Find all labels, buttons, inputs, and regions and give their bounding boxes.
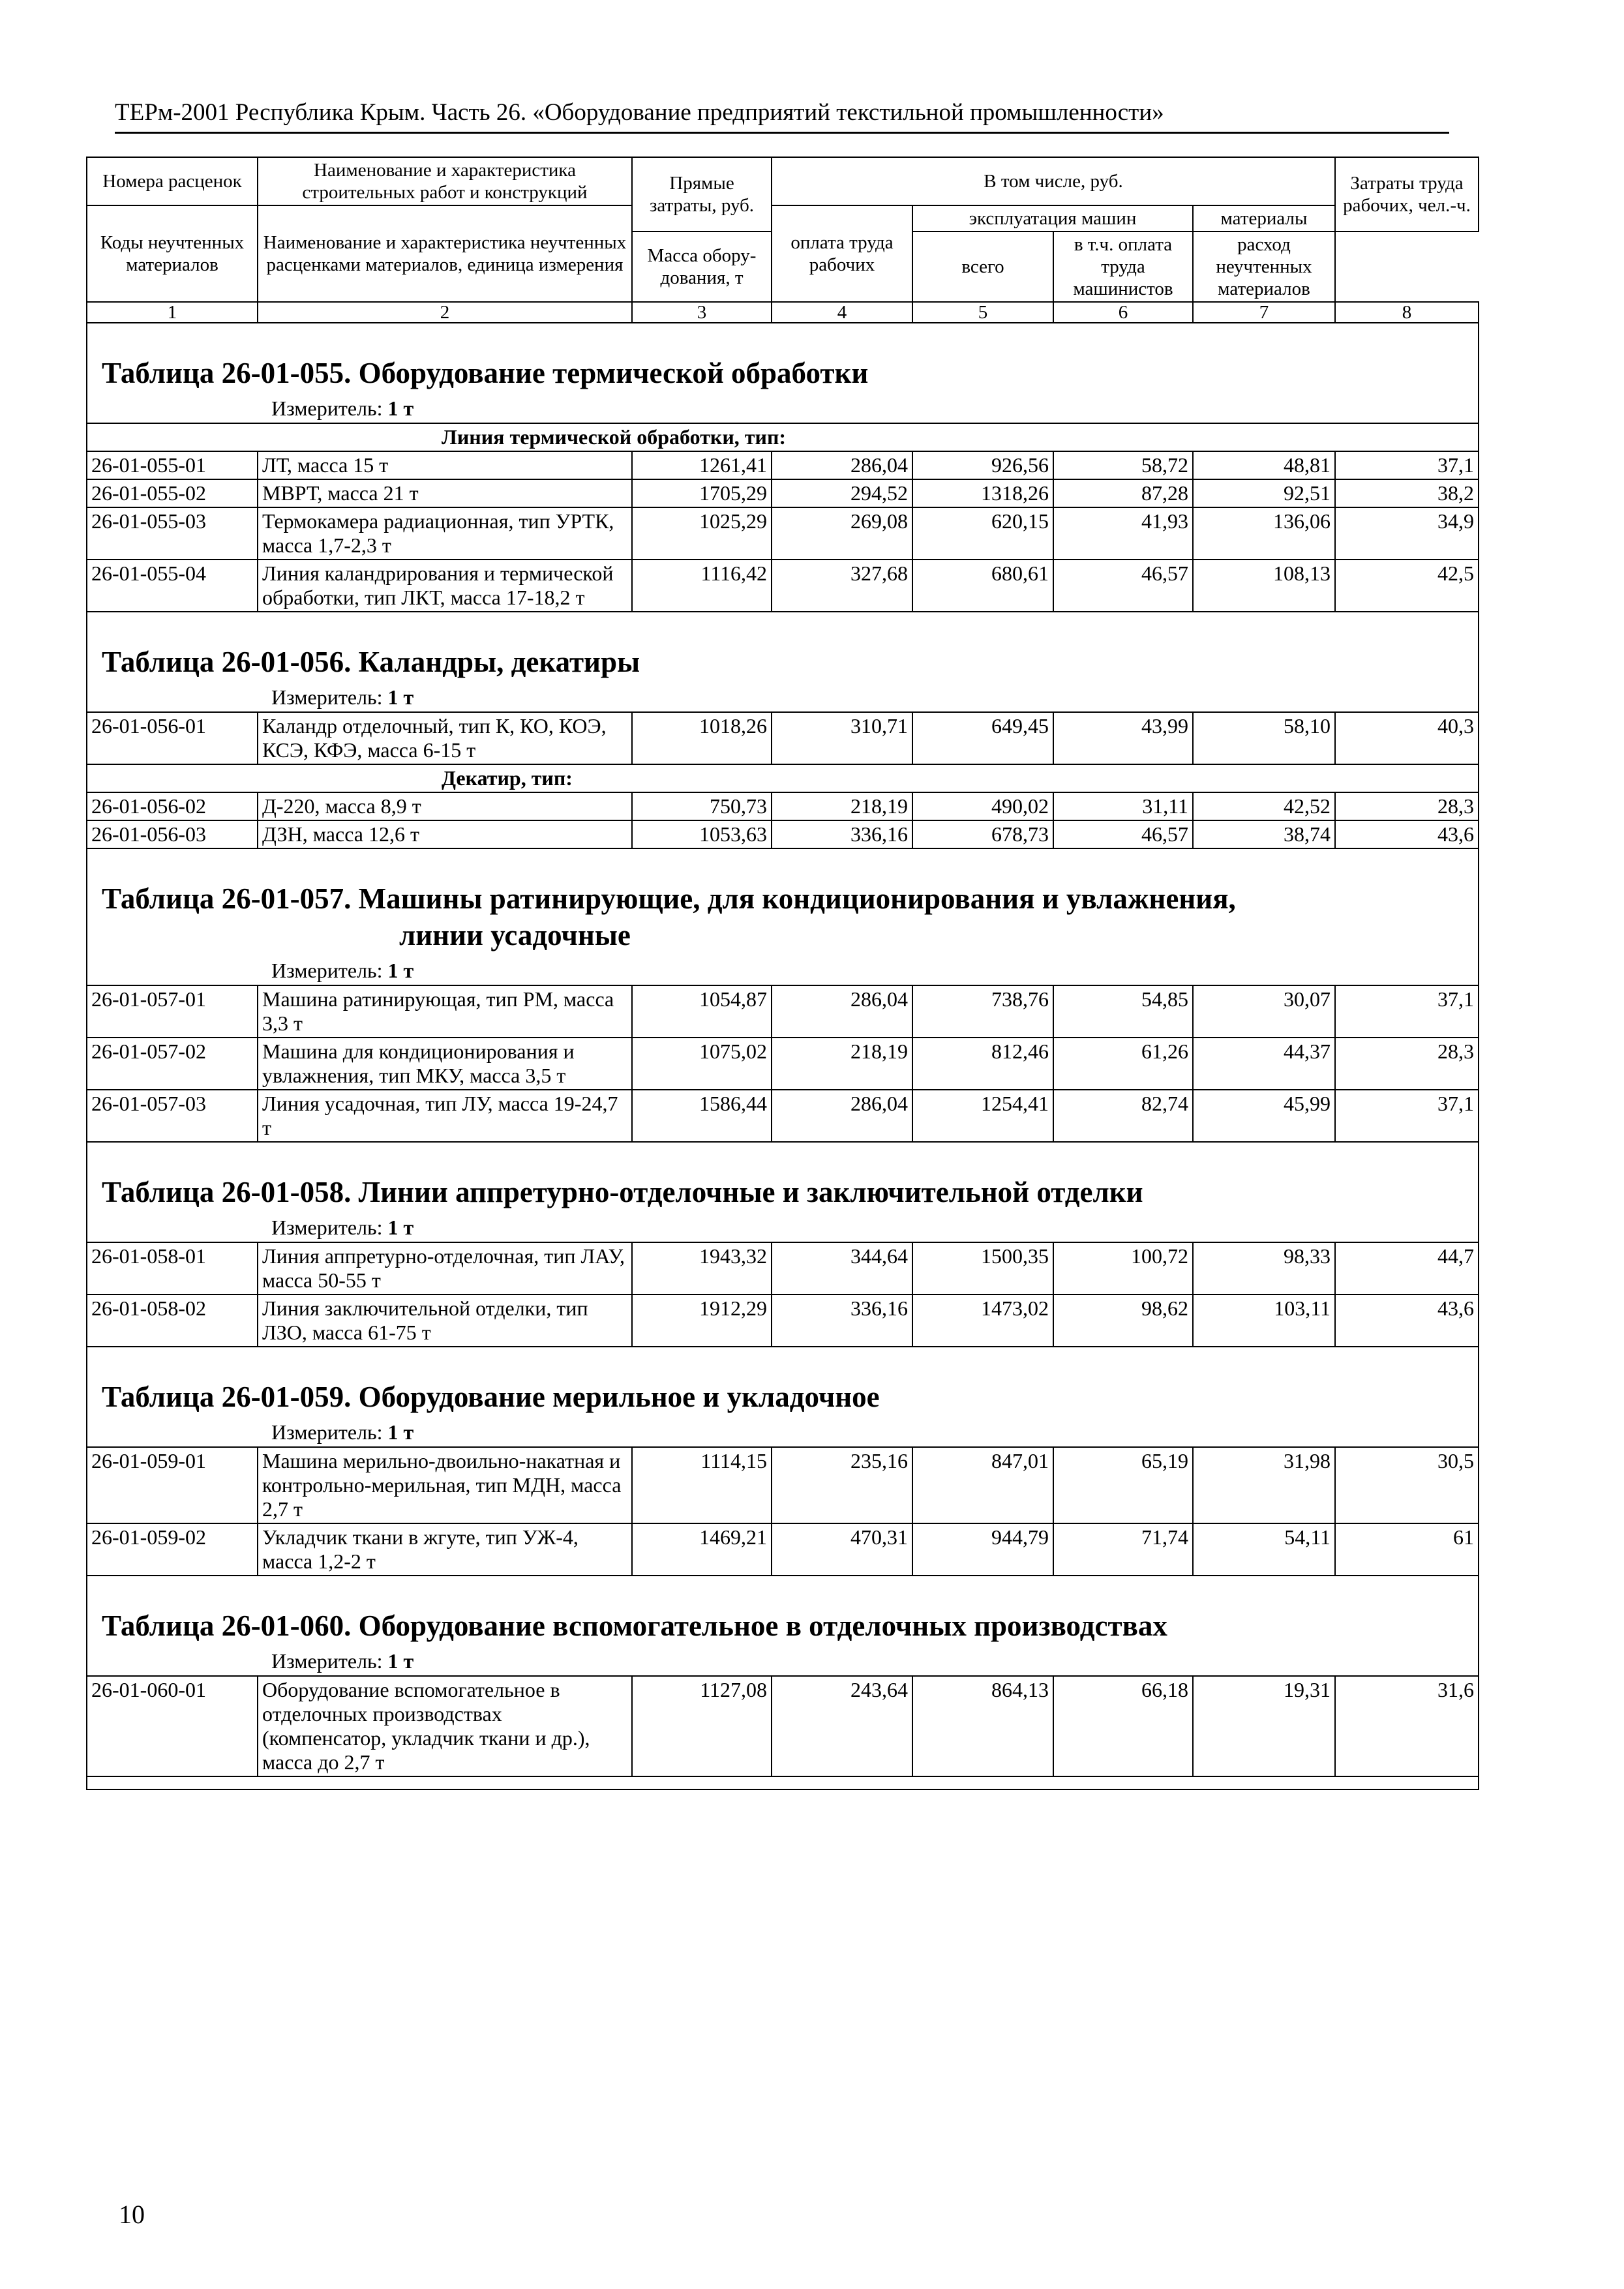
meter-label: Измеритель: xyxy=(271,1649,383,1673)
labor-costs: 43,6 xyxy=(1335,820,1479,848)
rate-code: 26-01-059-02 xyxy=(87,1523,258,1576)
rate-code: 26-01-055-01 xyxy=(87,451,258,479)
worker-wage: 286,04 xyxy=(772,1090,912,1142)
worker-wage: 336,16 xyxy=(772,1294,912,1347)
section-header xyxy=(87,612,1479,712)
table-header xyxy=(87,157,1479,323)
section-meter xyxy=(87,680,1478,711)
table-row xyxy=(87,560,1479,612)
direct-costs: 1054,87 xyxy=(632,985,772,1038)
section-header-cell xyxy=(87,1347,1479,1447)
section-header xyxy=(87,1142,1479,1242)
section-title xyxy=(87,1143,1478,1210)
header-work-name: Наименование и характеристика строительных работ и конструкций xyxy=(258,157,632,205)
section-title-text: Таблица 26-01-060. Оборудование вспомогательное в отделочных производствах xyxy=(102,1609,1167,1642)
section-meter xyxy=(87,391,1478,423)
machine-total: 680,61 xyxy=(912,560,1053,612)
materials: 48,81 xyxy=(1193,451,1335,479)
labor-costs: 28,3 xyxy=(1335,1038,1479,1090)
table-row xyxy=(87,507,1479,560)
rate-code: 26-01-055-02 xyxy=(87,479,258,507)
direct-costs: 1116,42 xyxy=(632,560,772,612)
materials: 45,99 xyxy=(1193,1090,1335,1142)
table-row xyxy=(87,1294,1479,1347)
section-header xyxy=(87,1576,1479,1676)
direct-costs: 1943,32 xyxy=(632,1242,772,1294)
section-title-text: Таблица 26-01-058. Линии аппретурно-отделочные и заключительной отделки xyxy=(102,1176,1143,1208)
col-number: 3 xyxy=(632,302,772,323)
materials: 58,10 xyxy=(1193,712,1335,764)
header-materials: материалы xyxy=(1193,205,1335,232)
header-unaccounted-materials: расход неучтенных материалов xyxy=(1193,232,1335,302)
materials: 42,52 xyxy=(1193,792,1335,820)
meter-label: Измеритель: xyxy=(271,685,383,709)
labor-costs: 37,1 xyxy=(1335,985,1479,1038)
section-title-text: Таблица 26-01-059. Оборудование мерильное и укладочное xyxy=(102,1381,880,1413)
header-material-codes: Коды неучтенных материалов xyxy=(87,205,258,302)
header-rate-numbers: Номера расценок xyxy=(87,157,258,205)
table-bottom xyxy=(87,1776,1479,1789)
worker-wage: 294,52 xyxy=(772,479,912,507)
operator-wage: 54,85 xyxy=(1053,985,1193,1038)
direct-costs: 1018,26 xyxy=(632,712,772,764)
direct-costs: 1053,63 xyxy=(632,820,772,848)
section-title-continuation: линии усадочные xyxy=(399,919,631,951)
work-name: Линия усадочная, тип ЛУ, масса 19-24,7 т xyxy=(258,1090,632,1142)
direct-costs: 1705,29 xyxy=(632,479,772,507)
worker-wage: 344,64 xyxy=(772,1242,912,1294)
table-row xyxy=(87,1523,1479,1576)
group-label: Линия термической обработки, тип: xyxy=(258,423,1479,451)
direct-costs: 750,73 xyxy=(632,792,772,820)
machine-total: 926,56 xyxy=(912,451,1053,479)
operator-wage: 100,72 xyxy=(1053,1242,1193,1294)
work-name: Укладчик ткани в жгуте, тип УЖ-4, масса 1,2-2 т xyxy=(258,1523,632,1576)
section-meter xyxy=(87,953,1478,985)
section-title xyxy=(87,612,1478,680)
header-including: В том числе, руб. xyxy=(772,157,1335,205)
rate-code: 26-01-060-01 xyxy=(87,1676,258,1776)
labor-costs: 37,1 xyxy=(1335,451,1479,479)
section-header-cell xyxy=(87,612,1479,712)
direct-costs: 1586,44 xyxy=(632,1090,772,1142)
direct-costs: 1261,41 xyxy=(632,451,772,479)
work-name: Линия аппретурно-отделочная, тип ЛАУ, масса 50-55 т xyxy=(258,1242,632,1294)
operator-wage: 98,62 xyxy=(1053,1294,1193,1347)
direct-costs: 1912,29 xyxy=(632,1294,772,1347)
labor-costs: 42,5 xyxy=(1335,560,1479,612)
work-name: Машина мерильно-двоильно-накатная и контрольно-мерильная, тип МДН, масса 2,7 т xyxy=(258,1447,632,1523)
worker-wage: 269,08 xyxy=(772,507,912,560)
table-body xyxy=(87,323,1479,1789)
col-number: 2 xyxy=(258,302,632,323)
worker-wage: 310,71 xyxy=(772,712,912,764)
header-material-name: Наименование и характеристика неучтенных расценками материалов, единица измерения xyxy=(258,205,632,302)
worker-wage: 218,19 xyxy=(772,1038,912,1090)
header-labor-costs: Затраты труда рабочих, чел.-ч. xyxy=(1335,157,1479,232)
section-title xyxy=(87,1347,1478,1415)
operator-wage: 46,57 xyxy=(1053,560,1193,612)
group-spacer xyxy=(87,423,258,451)
materials: 98,33 xyxy=(1193,1242,1335,1294)
work-name: Термокамера радиационная, тип УРТК, масса 1,7-2,3 т xyxy=(258,507,632,560)
rate-code: 26-01-056-03 xyxy=(87,820,258,848)
rate-code: 26-01-059-01 xyxy=(87,1447,258,1523)
work-name: ЛТ, масса 15 т xyxy=(258,451,632,479)
direct-costs: 1075,02 xyxy=(632,1038,772,1090)
section-meter xyxy=(87,1210,1478,1242)
materials: 54,11 xyxy=(1193,1523,1335,1576)
rate-code: 26-01-057-03 xyxy=(87,1090,258,1142)
section-meter xyxy=(87,1644,1478,1675)
col-number: 6 xyxy=(1053,302,1193,323)
section-title xyxy=(87,323,1478,391)
machine-total: 847,01 xyxy=(912,1447,1053,1523)
operator-wage: 71,74 xyxy=(1053,1523,1193,1576)
table-row xyxy=(87,820,1479,848)
operator-wage: 66,18 xyxy=(1053,1676,1193,1776)
meter-value: 1 т xyxy=(387,685,414,709)
direct-costs: 1114,15 xyxy=(632,1447,772,1523)
group-label: Декатир, тип: xyxy=(258,764,1479,792)
operator-wage: 65,19 xyxy=(1053,1447,1193,1523)
labor-costs: 44,7 xyxy=(1335,1242,1479,1294)
operator-wage: 46,57 xyxy=(1053,820,1193,848)
col-number: 7 xyxy=(1193,302,1335,323)
col-number: 8 xyxy=(1335,302,1479,323)
col-number: 4 xyxy=(772,302,912,323)
labor-costs: 61 xyxy=(1335,1523,1479,1576)
materials: 44,37 xyxy=(1193,1038,1335,1090)
section-header xyxy=(87,323,1479,423)
machine-total: 678,73 xyxy=(912,820,1053,848)
section-title-text: Таблица 26-01-057. Машины ратинирующие, для кондиционирования и увлажнения, xyxy=(102,882,1236,915)
meter-label: Измеритель: xyxy=(271,959,383,982)
worker-wage: 243,64 xyxy=(772,1676,912,1776)
section-title xyxy=(87,1576,1478,1644)
operator-wage: 82,74 xyxy=(1053,1090,1193,1142)
meter-value: 1 т xyxy=(387,959,414,982)
operator-wage: 41,93 xyxy=(1053,507,1193,560)
direct-costs: 1469,21 xyxy=(632,1523,772,1576)
worker-wage: 235,16 xyxy=(772,1447,912,1523)
table-row xyxy=(87,1676,1479,1776)
page-number: 10 xyxy=(119,2200,145,2229)
operator-wage: 43,99 xyxy=(1053,712,1193,764)
rate-code: 26-01-055-04 xyxy=(87,560,258,612)
worker-wage: 470,31 xyxy=(772,1523,912,1576)
group-spacer xyxy=(87,764,258,792)
meter-value: 1 т xyxy=(387,1420,414,1444)
work-name: Машина для кондиционирования и увлажнения, тип МКУ, масса 3,5 т xyxy=(258,1038,632,1090)
machine-total: 649,45 xyxy=(912,712,1053,764)
labor-costs: 43,6 xyxy=(1335,1294,1479,1347)
work-name: Машина ратинирующая, тип РМ, масса 3,3 т xyxy=(258,985,632,1038)
work-name: Линия заключительной отделки, тип ЛЗО, масса 61-75 т xyxy=(258,1294,632,1347)
materials: 19,31 xyxy=(1193,1676,1335,1776)
header-machine-operation: эксплуатация машин xyxy=(912,205,1193,232)
machine-total: 944,79 xyxy=(912,1523,1053,1576)
section-title-text: Таблица 26-01-056. Каландры, декатиры xyxy=(102,646,640,678)
header-worker-wage: оплата труда рабочих xyxy=(772,205,912,302)
machine-total: 1500,35 xyxy=(912,1242,1053,1294)
worker-wage: 327,68 xyxy=(772,560,912,612)
section-title-text: Таблица 26-01-055. Оборудование термической обработки xyxy=(102,357,869,389)
table-row xyxy=(87,792,1479,820)
operator-wage: 58,72 xyxy=(1053,451,1193,479)
col-number: 1 xyxy=(87,302,258,323)
labor-costs: 31,6 xyxy=(1335,1676,1479,1776)
table-row xyxy=(87,1242,1479,1294)
header-equipment-mass: Масса обору-дования, т xyxy=(632,232,772,302)
labor-costs: 40,3 xyxy=(1335,712,1479,764)
materials: 31,98 xyxy=(1193,1447,1335,1523)
rate-code: 26-01-057-02 xyxy=(87,1038,258,1090)
machine-total: 620,15 xyxy=(912,507,1053,560)
worker-wage: 286,04 xyxy=(772,985,912,1038)
machine-total: 864,13 xyxy=(912,1676,1053,1776)
machine-total: 1318,26 xyxy=(912,479,1053,507)
labor-costs: 34,9 xyxy=(1335,507,1479,560)
meter-value: 1 т xyxy=(387,1649,414,1673)
rate-code: 26-01-058-02 xyxy=(87,1294,258,1347)
operator-wage: 87,28 xyxy=(1053,479,1193,507)
materials: 108,13 xyxy=(1193,560,1335,612)
table-row xyxy=(87,451,1479,479)
meter-label: Измеритель: xyxy=(271,1216,383,1239)
table-row xyxy=(87,1038,1479,1090)
machine-total: 812,46 xyxy=(912,1038,1053,1090)
meter-value: 1 т xyxy=(387,396,414,420)
table-row xyxy=(87,712,1479,764)
machine-total: 1473,02 xyxy=(912,1294,1053,1347)
labor-costs: 38,2 xyxy=(1335,479,1479,507)
direct-costs: 1127,08 xyxy=(632,1676,772,1776)
worker-wage: 286,04 xyxy=(772,451,912,479)
work-name: Каландр отделочный, тип К, КО, КОЭ, КСЭ, КФЭ, масса 6-15 т xyxy=(258,712,632,764)
machine-total: 738,76 xyxy=(912,985,1053,1038)
section-header-cell xyxy=(87,323,1479,423)
section-header xyxy=(87,1347,1479,1447)
meter-value: 1 т xyxy=(387,1216,414,1239)
header-direct-costs: Прямые затраты, руб. xyxy=(632,157,772,232)
table-row xyxy=(87,479,1479,507)
running-head: ТЕРм-2001 Республика Крым. Часть 26. «Оборудование предприятий текстильной промышленности» xyxy=(115,97,1449,134)
section-header-cell xyxy=(87,1576,1479,1676)
materials: 103,11 xyxy=(1193,1294,1335,1347)
materials: 92,51 xyxy=(1193,479,1335,507)
labor-costs: 37,1 xyxy=(1335,1090,1479,1142)
labor-costs: 30,5 xyxy=(1335,1447,1479,1523)
table-row xyxy=(87,1090,1479,1142)
meter-label: Измеритель: xyxy=(271,396,383,420)
group-row xyxy=(87,764,1479,792)
rate-code: 26-01-058-01 xyxy=(87,1242,258,1294)
rates-table xyxy=(86,157,1479,1790)
worker-wage: 336,16 xyxy=(772,820,912,848)
machine-total: 1254,41 xyxy=(912,1090,1053,1142)
header-operator-wage: в т.ч. оплата труда машинистов xyxy=(1053,232,1193,302)
machine-total: 490,02 xyxy=(912,792,1053,820)
direct-costs: 1025,29 xyxy=(632,507,772,560)
operator-wage: 61,26 xyxy=(1053,1038,1193,1090)
meter-label: Измеритель: xyxy=(271,1420,383,1444)
section-header xyxy=(87,848,1479,985)
operator-wage: 31,11 xyxy=(1053,792,1193,820)
rate-code: 26-01-056-02 xyxy=(87,792,258,820)
work-name: Линия каландрирования и термической обработки, тип ЛКТ, масса 17-18,2 т xyxy=(258,560,632,612)
section-title xyxy=(87,849,1478,953)
work-name: ДЗН, масса 12,6 т xyxy=(258,820,632,848)
section-header-cell xyxy=(87,1142,1479,1242)
materials: 30,07 xyxy=(1193,985,1335,1038)
rate-code: 26-01-057-01 xyxy=(87,985,258,1038)
work-name: Д-220, масса 8,9 т xyxy=(258,792,632,820)
materials: 38,74 xyxy=(1193,820,1335,848)
table-bottom-cell xyxy=(87,1776,1479,1789)
work-name: Оборудование вспомогательное в отделочных производствах (компенсатор, укладчик ткани и др.), масса до 2,7 т xyxy=(258,1676,632,1776)
work-name: МВРТ, масса 21 т xyxy=(258,479,632,507)
labor-costs: 28,3 xyxy=(1335,792,1479,820)
section-header-cell xyxy=(87,848,1479,985)
table-row xyxy=(87,1447,1479,1523)
materials: 136,06 xyxy=(1193,507,1335,560)
worker-wage: 218,19 xyxy=(772,792,912,820)
rate-code: 26-01-056-01 xyxy=(87,712,258,764)
rate-code: 26-01-055-03 xyxy=(87,507,258,560)
group-row xyxy=(87,423,1479,451)
section-meter xyxy=(87,1415,1478,1446)
table-row xyxy=(87,985,1479,1038)
header-machine-total: всего xyxy=(912,232,1053,302)
col-number: 5 xyxy=(912,302,1053,323)
